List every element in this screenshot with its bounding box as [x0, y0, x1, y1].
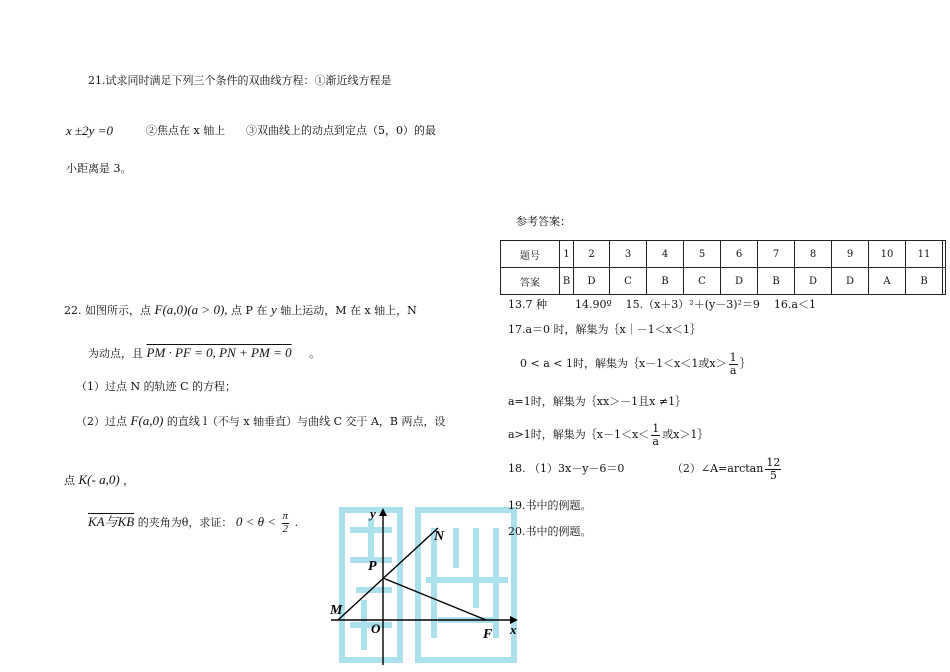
answers-line-17a: 17.a＝0 时，解集为｛x｜－1＜x＜1｝ [508, 323, 701, 336]
q22-line5-text-b: ， [123, 474, 135, 487]
table-cell-number: 11 [906, 241, 943, 268]
answer-table [500, 240, 946, 295]
table-header-number: 题号 [501, 241, 560, 268]
fraction-numerator: 12 [766, 456, 781, 469]
q22-line6 [88, 511, 298, 535]
q21-condition-2: ②焦点在 x 轴上 [146, 124, 226, 137]
q22-vectors-ka-kb: KA与KB [88, 514, 135, 530]
answers-line-18 [508, 457, 783, 481]
q22-part2 [76, 414, 446, 427]
q22-line5-text-a: 点 [64, 474, 75, 487]
figure-label-p: P [368, 559, 377, 574]
table-cell-number: 5 [684, 241, 721, 268]
figure-label-m: M [330, 603, 343, 618]
answers-line-18-part1: 18. （1）3x－y－6＝0 [508, 462, 625, 476]
table-cell-answer: D [721, 268, 758, 295]
q22-line1 [64, 303, 417, 316]
table-cell-answer: D [795, 268, 832, 295]
answers-line-20: 20.书中的例题。 [508, 525, 592, 538]
table-cell-number: 7 [758, 241, 795, 268]
table-cell-answer: D [574, 268, 610, 295]
answers-line-13-16: 13.7 种 14.90º 15.（x＋3）²＋(y－3)²＝9 16.a＜1 [508, 298, 816, 311]
q22-part2-math: F(a,0) [130, 413, 164, 428]
q22-line6-text: 的夹角为θ，求证： [137, 516, 233, 530]
answers-line-17d [508, 423, 708, 447]
answers-line-19: 19.书中的例题。 [508, 499, 592, 512]
q22-line5 [64, 473, 134, 486]
table-cell-number: 3 [610, 241, 647, 268]
answers-line-17b-text: 0 < a < 1时，解集为｛x－1＜x＜1或x＞ [520, 357, 727, 371]
table-cell-number: 1 [560, 241, 574, 268]
q21-condition-3: ③双曲线上的动点到定点（5，0）的最 [246, 124, 436, 137]
figure-label-f: F [483, 627, 493, 642]
table-cell-answer: B [560, 268, 574, 295]
figure-y-label: y [370, 506, 376, 521]
fraction-denominator: a [652, 434, 659, 448]
table-cell-number: 9 [832, 241, 869, 268]
q21-asymptote-equation: x ±2y =0 [66, 123, 113, 138]
table-header-answer: 答案 [501, 268, 560, 295]
q22-fraction-denominator: 2 [282, 522, 289, 535]
answers-line-18-part2: （2）∠A=arctan [671, 462, 764, 476]
table-cell-number: 2 [574, 241, 610, 268]
table-cell-number: 10 [869, 241, 906, 268]
q22-vector-condition: PM · PF = 0, PN + PM = 0 [146, 345, 292, 360]
answer-table-letter-row [501, 268, 946, 295]
answers-17d-fraction [651, 423, 660, 447]
q22-figure [326, 500, 526, 668]
answers-18-fraction [765, 457, 781, 481]
q21-line3: 小距离是 3。 [66, 162, 132, 175]
fraction-numerator: 1 [729, 351, 737, 364]
table-cell-number: 6 [721, 241, 758, 268]
q22-inequality: 0 < θ < [235, 514, 277, 530]
answers-line-17c: a=1时，解集为｛xx＞－1且x ≠1｝ [508, 395, 687, 408]
figure-label-n: N [434, 529, 445, 544]
answers-line-17b [520, 352, 751, 376]
q22-point-f-math: F(a,0)(a > 0), [154, 302, 228, 317]
q22-part2-text-a: （2）过点 [76, 415, 127, 428]
fraction-numerator: 1 [652, 422, 660, 435]
answer-table-number-row [501, 241, 946, 268]
answers-line-17b-end: ｝ [739, 357, 751, 371]
table-cell-answer: B [758, 268, 795, 295]
fraction-denominator: 5 [769, 468, 777, 482]
table-cell-answer: C [684, 268, 721, 295]
answers-title: 参考答案： [516, 215, 571, 228]
q22-line2 [88, 346, 320, 359]
q22-point-k-math: K(- a,0) [78, 472, 120, 487]
table-cell-answer: A [869, 268, 906, 295]
table-cell-number: 8 [795, 241, 832, 268]
table-cell-answer: B [647, 268, 684, 295]
q22-part2-text-b: 的直线 l（不与 x 轴垂直）与曲线 C 交于 A，B 两点，设 [166, 415, 446, 428]
table-cell-answer: B [906, 268, 943, 295]
q22-line2-end: 。 [309, 347, 321, 360]
q22-line1-text-b: 点 P 在 [231, 304, 268, 317]
line-mn [338, 528, 438, 620]
fraction-denominator: a [729, 363, 737, 377]
table-cell-answer: D [832, 268, 869, 295]
answers-line-17d-end: 或x＞1｝ [662, 428, 709, 442]
q22-line6-end: . [294, 516, 299, 530]
answers-line-17d-text: a>1时，解集为｛x－1＜x＜ [508, 428, 650, 442]
q22-y-axis-symbol: y [270, 302, 277, 317]
answers-17b-fraction [729, 352, 738, 376]
figure-x-label: x [510, 622, 517, 637]
q22-part1: （1）过点 N 的轨迹 C 的方程； [76, 380, 237, 393]
q21-line1: 21.试求同时满足下列三个条件的双曲线方程：①渐近线方程是 [88, 74, 392, 87]
q22-fraction-numerator: π [282, 510, 289, 522]
table-cell-answer: C [610, 268, 647, 295]
table-edge-cell [943, 268, 946, 295]
figure-label-o: O [371, 621, 381, 636]
q22-line2-text-a: 为动点，且 [88, 347, 143, 360]
q22-pi-over-2-fraction [282, 511, 290, 535]
q22-line1-text-c: 轴上运动，M 在 x 轴上，N [280, 304, 417, 317]
table-cell-number: 4 [647, 241, 684, 268]
table-edge-cell [943, 241, 946, 268]
q22-line1-text-a: 22. 如图所示，点 [64, 304, 151, 317]
